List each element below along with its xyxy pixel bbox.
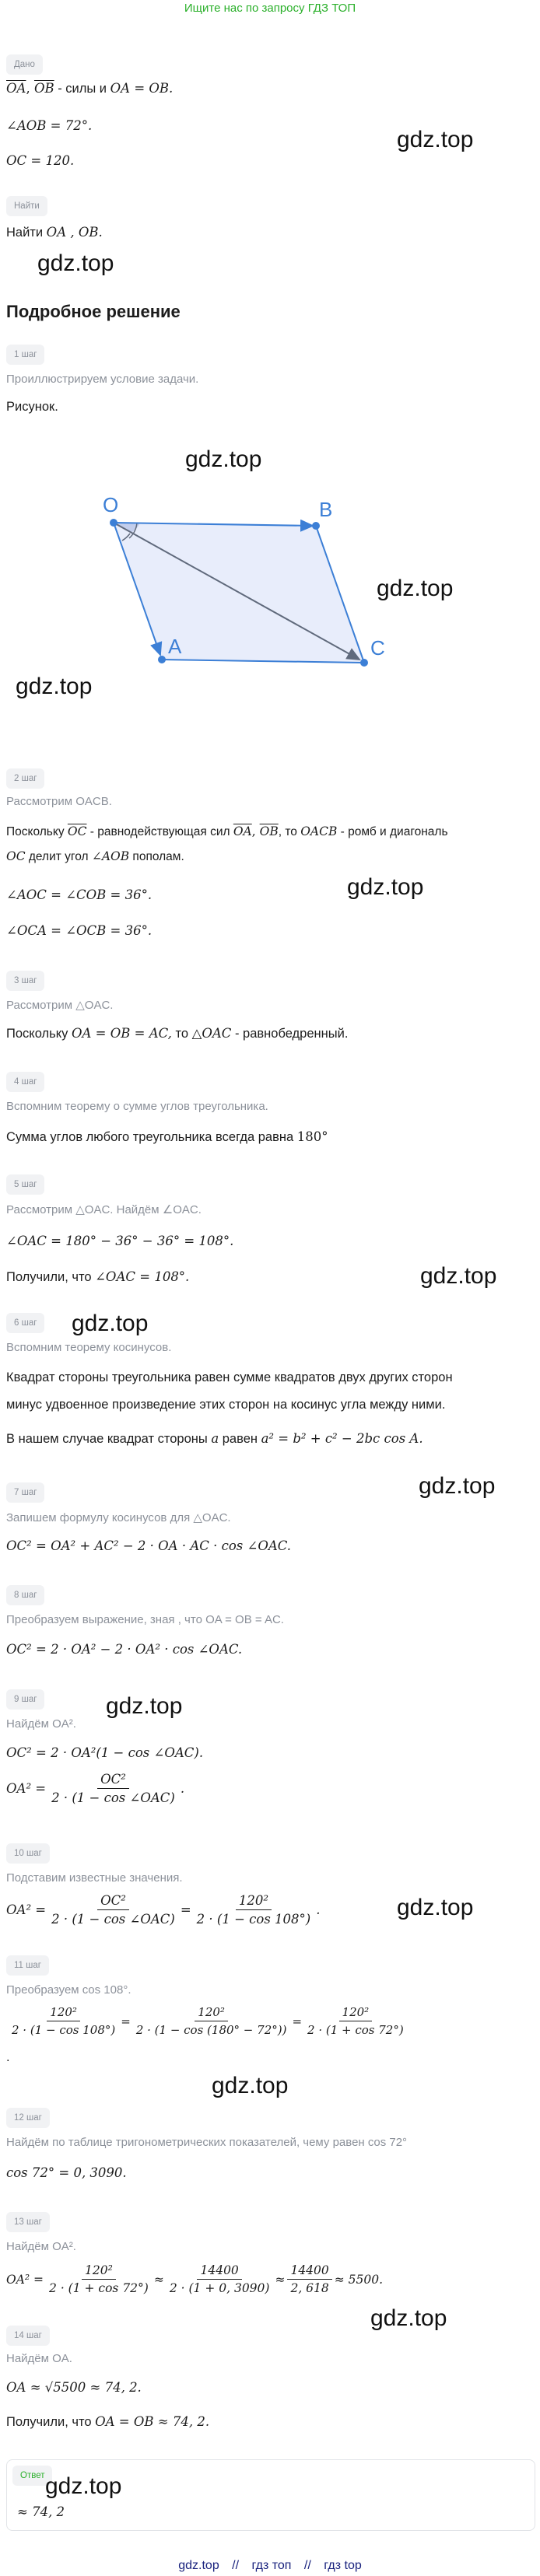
point-O (110, 519, 117, 527)
step-6-note: Вспомним теорему косинусов. (6, 1341, 172, 1354)
step-11-note: Преобразуем cos 108°. (6, 1983, 131, 1997)
watermark: gdz.top (37, 250, 114, 276)
step-14-note: Найдём OA. (6, 2352, 72, 2365)
step-9-note: Найдём OA². (6, 1717, 76, 1731)
label-C: C (370, 636, 385, 660)
step-4-text: Сумма углов любого треугольника всегда равна 180° (6, 1129, 328, 1144)
step-7-badge: 7 шаг (6, 1482, 44, 1503)
step-10-note: Подставим известные значения. (6, 1871, 183, 1885)
step-13-badge: 13 шаг (6, 2212, 50, 2232)
watermark: gdz.top (397, 127, 474, 152)
watermark: gdz.top (370, 2305, 447, 2331)
step-2-note: Рассмотрим OACB. (6, 795, 112, 808)
find-line: Найти OA , OB. (6, 225, 103, 240)
step-12-eq: cos 72° = 0, 3090. (6, 2165, 127, 2180)
footer-link-1[interactable]: gdz.top (178, 2559, 219, 2572)
answer-badge: Ответ (12, 2466, 52, 2486)
watermark: gdz.top (419, 1473, 496, 1499)
step-3-text: Поскольку OA = OB = AC, то △OAC - равнобедренный. (6, 1026, 349, 1041)
step-7-note: Запишем формулу косинусов для △OAC. (6, 1511, 231, 1524)
given-line-3: OC = 120. (6, 153, 75, 168)
answer-value: ≈ 74, 2 (17, 2504, 65, 2519)
search-promo-link[interactable]: Ищите нас по запросу ГДЗ ТОП (184, 2, 356, 15)
step-6-text-1: Квадрат стороны треугольника равен сумме квадратов двух других сторон (6, 1370, 453, 1384)
given-badge: Дано (6, 54, 43, 75)
step-14-eq: OA ≈ √5500 ≈ 74, 2. (6, 2380, 142, 2395)
step-11-eq: $\frac{\text{120²}}{2 \cdot (1 - \cos 108^\circ)}$ = $\frac{\text{120²}}{2 \cdot (1 - \cos (180^\circ - 72^\circ))}$ = $\frac{\text{120²}}{2 \cdot (1 + \cos 72^\circ)}$ (12, 2005, 404, 2037)
step-11-dot: . (6, 2050, 10, 2064)
step-2-line-2: OC делит угол ∠AOB пополам. (6, 849, 184, 863)
step-11-badge: 11 шаг (6, 1955, 49, 1976)
watermark: gdz.top (212, 2073, 289, 2098)
watermark: gdz.top (377, 576, 454, 601)
step-2-line-1: Поскольку $\overline{OC}$ - равнодействующая сил $\overline{OA}$, $\overline{OB}$, то OACB - ромб и диагональ (6, 824, 448, 838)
step-2-badge: 2 шаг (6, 768, 44, 789)
step-14-text: Получили, что OA = OB ≈ 74, 2. (6, 2414, 210, 2429)
footer-link-3[interactable]: гдз top (324, 2559, 362, 2572)
point-A (158, 656, 166, 663)
watermark: gdz.top (16, 674, 93, 699)
footer-separator: // (303, 2559, 311, 2572)
given-line-2: ∠AOB = 72°. (6, 118, 93, 133)
step-5-badge: 5 шаг (6, 1174, 44, 1195)
step-5-note: Рассмотрим △OAC. Найдём ∠OAC. (6, 1203, 202, 1216)
step-1-badge: 1 шаг (6, 345, 44, 365)
step-3-note: Рассмотрим △OAC. (6, 999, 114, 1012)
label-O: O (103, 493, 119, 516)
step-10-badge: 10 шаг (6, 1843, 50, 1864)
step-4-badge: 4 шаг (6, 1072, 44, 1092)
step-12-badge: 12 шаг (6, 2108, 50, 2128)
step-13-eq: OA² = $\frac{\text{120²}}{2 \cdot (1 + \cos 72^\circ)}$ ≈ $\frac{14400}{2 \cdot (1 + 0, 3090)}$ ≈ $\frac{14400}{2, 618}$ ≈ 5500. (6, 2263, 384, 2295)
watermark: gdz.top (72, 1311, 149, 1336)
step-9-badge: 9 шаг (6, 1689, 44, 1710)
step-3-badge: 3 шаг (6, 971, 44, 991)
label-B: B (319, 498, 333, 521)
rhombus-figure (86, 482, 412, 669)
step-8-badge: 8 шаг (6, 1585, 44, 1605)
step-2-eq-1: ∠AOC = ∠COB = 36°. (6, 887, 153, 902)
step-8-eq: OC² = 2 · OA² − 2 · OA² · cos ∠OAC. (6, 1642, 243, 1657)
given-line-1: $\overline{OA}$, $\overline{OB}$ - силы и OA = OB. (6, 81, 174, 96)
point-B (312, 522, 320, 530)
step-8-note: Преобразуем выражение, зная , что OA = OB = AC. (6, 1613, 284, 1626)
footer-link-2[interactable]: гдз топ (251, 2559, 292, 2572)
label-A: A (168, 635, 182, 658)
footer-links (0, 2559, 540, 2573)
point-C (360, 659, 368, 667)
footer-separator: // (232, 2559, 240, 2572)
watermark: gdz.top (420, 1263, 497, 1289)
solution-title: Подробное решение (6, 302, 181, 321)
step-12-note: Найдём по таблице тригонометрических показателей, чему равен cos 72° (6, 2136, 408, 2149)
step-7-eq: OC² = OA² + AC² − 2 · OA · AC · cos ∠OAC. (6, 1538, 292, 1553)
step-5-text: Получили, что ∠OAC = 108°. (6, 1269, 190, 1284)
watermark: gdz.top (45, 2473, 122, 2499)
step-14-badge: 14 шаг (6, 2326, 50, 2346)
step-10-eq: OA² = $\frac{\text{OC²}}{\text{2 · (1 − cos ∠OAC)}}$ = $\frac{\text{120²}}{2 \cdot (1 - \cos 108^\circ)}$ . (6, 1893, 321, 1927)
step-9-eq-2: OA² = $\frac{\text{OC²}}{\text{2 · (1 − cos ∠OAC)}}$ . (6, 1772, 185, 1805)
find-badge: Найти (6, 196, 47, 216)
step-1-text: Рисунок. (6, 400, 58, 414)
watermark: gdz.top (397, 1895, 474, 1920)
step-13-note: Найдём OA². (6, 2240, 76, 2253)
step-6-badge: 6 шаг (6, 1313, 44, 1333)
step-2-eq-2: ∠OCA = ∠OCB = 36°. (6, 923, 153, 938)
step-1-note: Проиллюстрируем условие задачи. (6, 373, 199, 386)
step-5-eq: ∠OAC = 180° − 36° − 36° = 108°. (6, 1234, 234, 1248)
step-6-text-2: минус удвоенное произведение этих сторон на косинус угла между ними. (6, 1398, 446, 1412)
step-6-text-3: В нашем случае квадрат стороны a равен a² = b² + c² − 2bc cos A. (6, 1431, 423, 1446)
watermark: gdz.top (347, 874, 424, 900)
step-4-note: Вспомним теорему о сумме углов треугольника. (6, 1100, 268, 1113)
step-9-eq-1: OC² = 2 · OA²(1 − cos ∠OAC). (6, 1745, 204, 1760)
watermark: gdz.top (185, 446, 262, 472)
watermark: gdz.top (106, 1693, 183, 1719)
